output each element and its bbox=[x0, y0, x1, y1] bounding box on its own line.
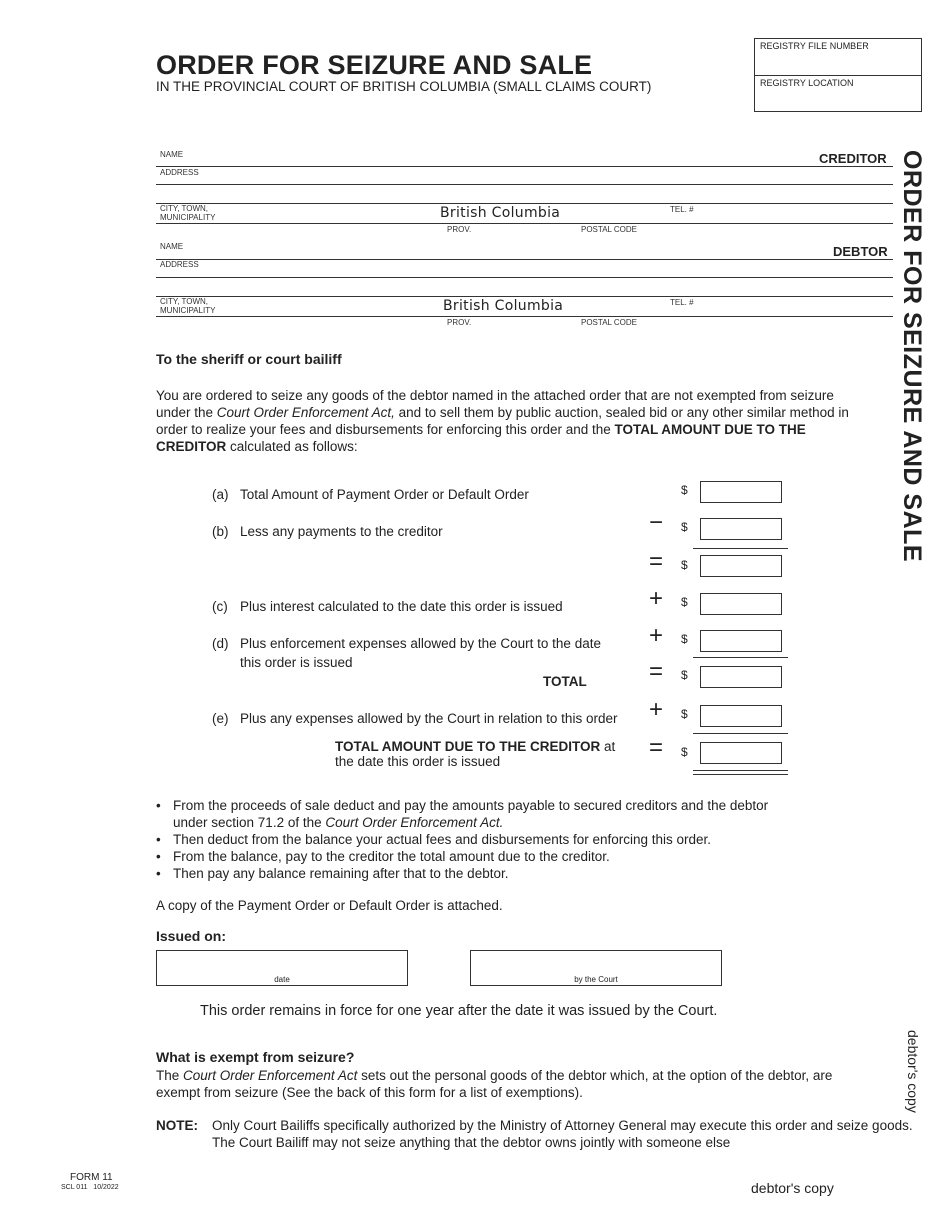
subtotal-rule bbox=[693, 548, 788, 549]
debtor-city-label: CITY, TOWN, MUNICIPALITY bbox=[160, 297, 216, 315]
total-amount-input[interactable] bbox=[700, 666, 782, 688]
instruction-text-3: calculated as follows: bbox=[226, 439, 358, 454]
total-due-label bbox=[335, 739, 615, 769]
calc-e-amount-input[interactable] bbox=[700, 705, 782, 727]
calc-e-dollar: $ bbox=[681, 707, 688, 721]
calc-a-dollar: $ bbox=[681, 483, 688, 497]
creditor-city-field[interactable] bbox=[156, 223, 893, 224]
creditor-address-field[interactable] bbox=[156, 184, 893, 185]
debtor-prov-label: PROV. bbox=[447, 318, 472, 327]
debtor-tel-label: TEL. # bbox=[670, 298, 694, 307]
act-name: Court Order Enforcement Act, bbox=[216, 405, 395, 420]
calc-e-letter: (e) bbox=[212, 711, 229, 726]
footer-copy-label: debtor's copy bbox=[751, 1180, 834, 1196]
page-title: ORDER FOR SEIZURE AND SALE bbox=[156, 50, 593, 80]
calc-c-text: Plus interest calculated to the date this order is issued bbox=[240, 599, 563, 614]
registry-file-number-field[interactable] bbox=[755, 39, 921, 75]
calc-d-dollar: $ bbox=[681, 632, 688, 646]
subtotal-dollar: $ bbox=[681, 558, 688, 572]
issued-date-field[interactable] bbox=[156, 950, 408, 986]
issued-by-court-field[interactable] bbox=[470, 950, 722, 986]
calc-c-amount-input[interactable] bbox=[700, 593, 782, 615]
bullet-1-text: From the proceeds of sale deduct and pay the amounts payable to secured creditors and the debtor under section 71.2 of the bbox=[173, 798, 769, 830]
creditor-name-field[interactable] bbox=[156, 166, 893, 167]
calc-b-dollar: $ bbox=[681, 520, 688, 534]
total-rule bbox=[693, 657, 788, 658]
debtor-address-label: ADDRESS bbox=[160, 260, 199, 269]
minus-sign: − bbox=[648, 509, 663, 536]
total-due-amount-input[interactable] bbox=[700, 742, 782, 764]
total-due-label-line-2: the date this order is issued bbox=[335, 754, 501, 769]
exempt-heading: What is exempt from seizure? bbox=[156, 1049, 355, 1065]
creditor-tel-label: TEL. # bbox=[670, 205, 694, 214]
note-line-1: Only Court Bailiffs specifically authorized by the Ministry of Attorney General may execute this order and seize goods. bbox=[212, 1118, 913, 1133]
due-rule bbox=[693, 733, 788, 734]
list-item: • Then pay any balance remaining after that to the debtor. bbox=[156, 865, 806, 882]
debtor-postal-label: POSTAL CODE bbox=[581, 318, 638, 327]
bullet-1-act: Court Order Enforcement Act. bbox=[325, 815, 504, 830]
total-due-emphasis: TOTAL AMOUNT DUE TO THE CREDITOR bbox=[156, 422, 806, 454]
note-label: NOTE: bbox=[156, 1118, 198, 1133]
double-rule-top bbox=[693, 770, 788, 771]
equals-sign: = bbox=[648, 658, 663, 685]
note-line-2: The Court Bailiff may not seize anything that the debtor owns jointly with someone else bbox=[212, 1135, 731, 1150]
debtor-city-field[interactable] bbox=[156, 316, 893, 317]
calc-d-text-2: this order is issued bbox=[240, 655, 353, 670]
form-number: FORM 11 bbox=[70, 1172, 113, 1183]
debtor-heading: DEBTOR bbox=[833, 244, 888, 259]
exempt-text-1: The bbox=[156, 1068, 184, 1083]
calc-d-letter: (d) bbox=[212, 636, 229, 651]
side-copy-label: debtor's copy bbox=[905, 1030, 921, 1113]
debtor-address-line-2[interactable] bbox=[156, 296, 893, 297]
creditor-prov-label: PROV. bbox=[447, 225, 472, 234]
debtor-name-label: NAME bbox=[160, 242, 184, 251]
total-label: TOTAL bbox=[543, 674, 587, 689]
registry-box bbox=[754, 38, 922, 112]
plus-sign: + bbox=[648, 585, 663, 612]
creditor-city-label: CITY, TOWN, MUNICIPALITY bbox=[160, 204, 216, 222]
debtor-name-field[interactable] bbox=[156, 259, 893, 260]
double-rule-bottom bbox=[693, 774, 788, 775]
issued-date-label: date bbox=[274, 975, 290, 984]
debtor-province: British Columbia bbox=[443, 298, 564, 314]
calc-b-amount-input[interactable] bbox=[700, 518, 782, 540]
total-due-label-bold: TOTAL AMOUNT DUE TO THE CREDITOR bbox=[335, 739, 601, 754]
form-code: SCL 011 10/2022 bbox=[61, 1184, 119, 1191]
distribution-list bbox=[156, 797, 806, 882]
plus-sign: + bbox=[648, 696, 663, 723]
list-item bbox=[156, 797, 806, 831]
creditor-address-label: ADDRESS bbox=[160, 168, 199, 177]
equals-sign: = bbox=[648, 734, 663, 761]
calc-a-amount-input[interactable] bbox=[700, 481, 782, 503]
exempt-text-2: sets out the personal goods of the debtor which, at the option of the debtor, are exempt from seizure (See the back of this form for a list of exemptions). bbox=[156, 1068, 833, 1100]
calc-e-text: Plus any expenses allowed by the Court in relation to this order bbox=[240, 711, 618, 726]
creditor-address-line-2[interactable] bbox=[156, 203, 893, 204]
exempt-paragraph bbox=[156, 1067, 880, 1101]
calc-b-letter: (b) bbox=[212, 524, 229, 539]
creditor-name-label: NAME bbox=[160, 150, 184, 159]
calc-d-amount-input[interactable] bbox=[700, 630, 782, 652]
registry-location-label: REGISTRY LOCATION bbox=[760, 78, 854, 88]
subtotal-amount-input[interactable] bbox=[700, 555, 782, 577]
instruction-text-1: You are ordered to seize any goods of the debtor named in the attached order that are not exempted from seizure under the bbox=[156, 388, 834, 420]
instruction-text-2: and to sell them by public auction, sealed bid or any other similar method in order to realize your fees and disbursements for enforcing this order and the bbox=[156, 405, 849, 437]
instruction-paragraph bbox=[156, 387, 866, 455]
exempt-act: Court Order Enforcement Act bbox=[183, 1068, 358, 1083]
calc-b-text: Less any payments to the creditor bbox=[240, 524, 443, 539]
calc-a-letter: (a) bbox=[212, 487, 229, 502]
creditor-heading: CREDITOR bbox=[819, 151, 887, 166]
copy-attached-note: A copy of the Payment Order or Default Order is attached. bbox=[156, 898, 503, 913]
total-dollar: $ bbox=[681, 668, 688, 682]
registry-file-number-label: REGISTRY FILE NUMBER bbox=[760, 41, 869, 51]
issued-heading: Issued on: bbox=[156, 928, 227, 944]
calc-c-dollar: $ bbox=[681, 595, 688, 609]
list-item: • Then deduct from the balance your actual fees and disbursements for enforcing this order. bbox=[156, 831, 806, 848]
equals-sign: = bbox=[648, 548, 663, 575]
due-dollar: $ bbox=[681, 745, 688, 759]
calc-c-letter: (c) bbox=[212, 599, 228, 614]
sheriff-heading: To the sheriff or court bailiff bbox=[156, 351, 342, 367]
side-title: ORDER FOR SEIZURE AND SALE bbox=[898, 150, 926, 563]
total-due-label-at: at bbox=[600, 739, 616, 754]
issued-by-court-label: by the Court bbox=[574, 975, 618, 984]
registry-location-field[interactable] bbox=[755, 75, 921, 111]
plus-sign: + bbox=[648, 622, 663, 649]
creditor-province: British Columbia bbox=[440, 205, 561, 221]
debtor-address-field[interactable] bbox=[156, 277, 893, 278]
calc-a-text: Total Amount of Payment Order or Default Order bbox=[240, 487, 529, 502]
in-force-statement: This order remains in force for one year after the date it was issued by the Court. bbox=[200, 1003, 718, 1019]
calc-d-text-1: Plus enforcement expenses allowed by the Court to the date bbox=[240, 636, 601, 651]
creditor-postal-label: POSTAL CODE bbox=[581, 225, 638, 234]
list-item: • From the balance, pay to the creditor the total amount due to the creditor. bbox=[156, 848, 806, 865]
page-subtitle: IN THE PROVINCIAL COURT OF BRITISH COLUMBIA (SMALL CLAIMS COURT) bbox=[156, 79, 652, 94]
